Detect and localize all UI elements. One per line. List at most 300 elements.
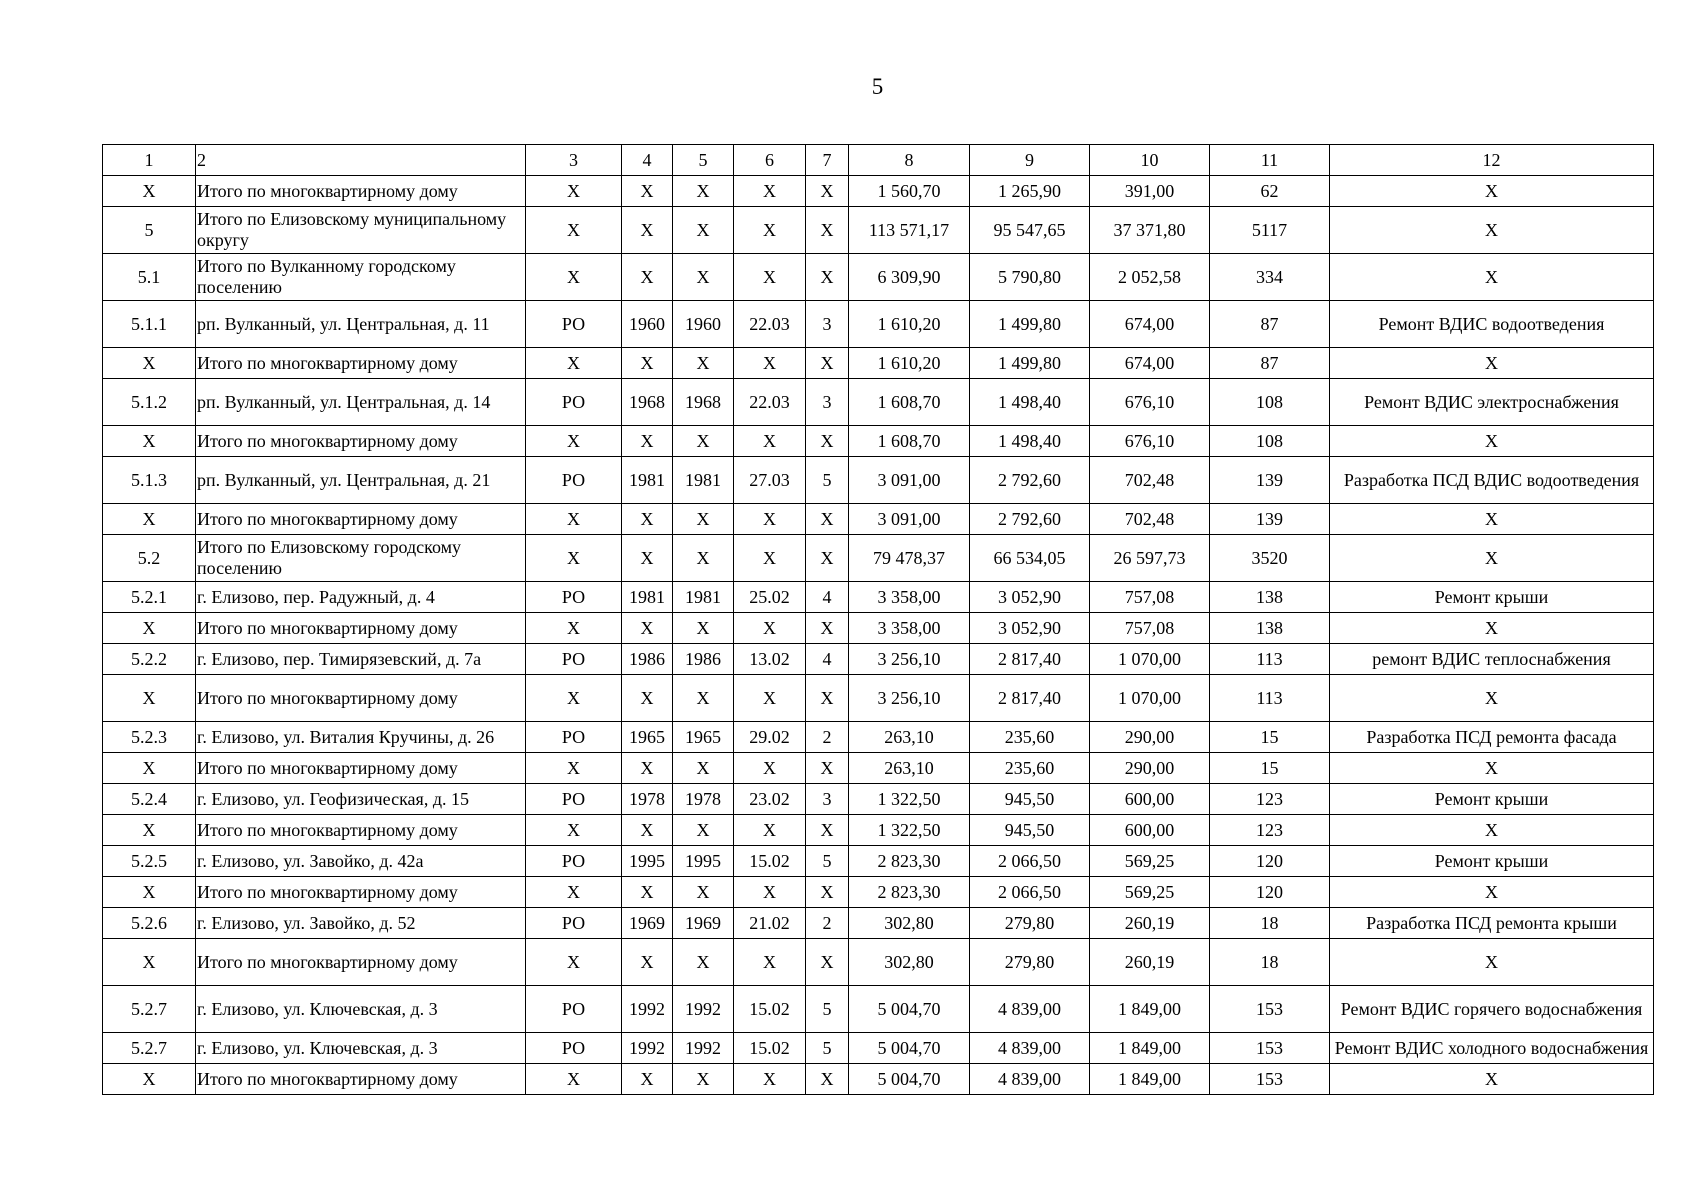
table-row [103, 1033, 1654, 1064]
table-cell-col-4: Х [622, 504, 673, 535]
table-cell-col-5: Х [673, 207, 734, 254]
table-row [103, 301, 1654, 348]
table-cell-col-2: г. Елизово, ул. Завойко, д. 42а [196, 846, 526, 877]
table-cell-col-7: Х [806, 426, 849, 457]
table-cell-col-5: 1981 [673, 457, 734, 504]
table-cell-col-5: 1968 [673, 379, 734, 426]
table-cell-col-12: Х [1330, 207, 1654, 254]
table-cell-col-4: 1981 [622, 582, 673, 613]
table-cell-col-11: 108 [1210, 379, 1330, 426]
table-cell-col-9: 95 547,65 [970, 207, 1090, 254]
table-cell-col-6: Х [734, 348, 806, 379]
table-cell-col-6: Х [734, 939, 806, 986]
table-cell-col-7: Х [806, 753, 849, 784]
header-cell-9: 9 [970, 145, 1090, 176]
table-cell-col-10: 676,10 [1090, 426, 1210, 457]
table-cell-col-3: РО [526, 986, 622, 1033]
table-cell-col-2: Итого по многоквартирному дому [196, 348, 526, 379]
table-cell-col-3: РО [526, 301, 622, 348]
table-cell-col-9: 3 052,90 [970, 613, 1090, 644]
table-cell-col-2: г. Елизово, ул. Виталия Кручины, д. 26 [196, 722, 526, 753]
table-cell-col-10: 1 849,00 [1090, 986, 1210, 1033]
table-cell-col-3: РО [526, 644, 622, 675]
table-cell-col-12: Ремонт крыши [1330, 582, 1654, 613]
table-cell-col-12: Ремонт крыши [1330, 784, 1654, 815]
table-cell-col-9: 2 817,40 [970, 644, 1090, 675]
table-cell-col-2: Итого по Елизовскому городскому поселению [196, 535, 526, 582]
table-cell-col-8: 6 309,90 [849, 254, 970, 301]
table-cell-col-8: 3 256,10 [849, 675, 970, 722]
table-cell-col-5: 1981 [673, 582, 734, 613]
table-cell-col-10: 702,48 [1090, 457, 1210, 504]
table-cell-col-3: РО [526, 784, 622, 815]
table-cell-col-2: Итого по многоквартирному дому [196, 176, 526, 207]
table-row [103, 348, 1654, 379]
table-cell-col-10: 290,00 [1090, 722, 1210, 753]
table-cell-col-11: 123 [1210, 815, 1330, 846]
table-cell-col-5: Х [673, 675, 734, 722]
page-number: 5 [871, 74, 884, 99]
table-cell-col-3: РО [526, 722, 622, 753]
table-cell-col-5: 1992 [673, 986, 734, 1033]
table-cell-col-5: Х [673, 504, 734, 535]
table-cell-col-4: Х [622, 176, 673, 207]
table-cell-col-12: Разработка ПСД ремонта крыши [1330, 908, 1654, 939]
table-cell-col-10: 391,00 [1090, 176, 1210, 207]
table-row [103, 1064, 1654, 1095]
table-cell-col-5: Х [673, 753, 734, 784]
table-cell-col-8: 2 823,30 [849, 846, 970, 877]
table-cell-col-5: 1995 [673, 846, 734, 877]
table-cell-col-12: Разработка ПСД ремонта фасада [1330, 722, 1654, 753]
table-cell-col-8: 302,80 [849, 939, 970, 986]
table-cell-col-11: 138 [1210, 613, 1330, 644]
table-cell-col-2: Итого по многоквартирному дому [196, 815, 526, 846]
header-cell-4: 4 [622, 145, 673, 176]
table-cell-col-4: 1960 [622, 301, 673, 348]
table-row [103, 582, 1654, 613]
table-cell-col-6: Х [734, 254, 806, 301]
header-cell-11: 11 [1210, 145, 1330, 176]
table-cell-col-9: 4 839,00 [970, 1033, 1090, 1064]
table-cell-col-5: 1965 [673, 722, 734, 753]
table-cell-col-12: Х [1330, 613, 1654, 644]
table-cell-col-12: Х [1330, 426, 1654, 457]
table-cell-col-8: 5 004,70 [849, 1033, 970, 1064]
table-cell-col-11: 87 [1210, 348, 1330, 379]
table-cell-col-8: 302,80 [849, 908, 970, 939]
table-cell-col-6: 29.02 [734, 722, 806, 753]
table-cell-col-10: 757,08 [1090, 613, 1210, 644]
table-cell-col-9: 2 066,50 [970, 877, 1090, 908]
table-row [103, 722, 1654, 753]
table-header-row [103, 145, 1654, 176]
table-cell-col-6: 13.02 [734, 644, 806, 675]
table-row [103, 939, 1654, 986]
table-cell-col-10: 676,10 [1090, 379, 1210, 426]
table-cell-col-4: 1995 [622, 846, 673, 877]
table-cell-col-12: Х [1330, 753, 1654, 784]
table-cell-col-1: 5.2 [103, 535, 196, 582]
table-cell-col-2: рп. Вулканный, ул. Центральная, д. 14 [196, 379, 526, 426]
table-cell-col-10: 26 597,73 [1090, 535, 1210, 582]
table-cell-col-4: Х [622, 426, 673, 457]
table-cell-col-7: Х [806, 535, 849, 582]
table-row [103, 176, 1654, 207]
table-cell-col-1: Х [103, 176, 196, 207]
table-cell-col-6: Х [734, 426, 806, 457]
table-row [103, 846, 1654, 877]
table-cell-col-3: Х [526, 207, 622, 254]
table-cell-col-8: 1 608,70 [849, 379, 970, 426]
table-cell-col-11: 113 [1210, 675, 1330, 722]
table-cell-col-2: Итого по многоквартирному дому [196, 1064, 526, 1095]
table-cell-col-2: г. Елизово, ул. Завойко, д. 52 [196, 908, 526, 939]
table-row [103, 753, 1654, 784]
table-cell-col-9: 945,50 [970, 815, 1090, 846]
table-cell-col-2: рп. Вулканный, ул. Центральная, д. 11 [196, 301, 526, 348]
table-cell-col-4: Х [622, 939, 673, 986]
table-cell-col-2: рп. Вулканный, ул. Центральная, д. 21 [196, 457, 526, 504]
table-cell-col-6: 25.02 [734, 582, 806, 613]
table-cell-col-4: Х [622, 877, 673, 908]
table-cell-col-11: 5117 [1210, 207, 1330, 254]
table-cell-col-1: 5.2.2 [103, 644, 196, 675]
table-cell-col-7: 3 [806, 784, 849, 815]
table-cell-col-5: Х [673, 815, 734, 846]
table-cell-col-1: Х [103, 815, 196, 846]
table-cell-col-10: 290,00 [1090, 753, 1210, 784]
table-row [103, 986, 1654, 1033]
table-row [103, 644, 1654, 675]
table-cell-col-9: 2 792,60 [970, 504, 1090, 535]
table-cell-col-1: 5.2.6 [103, 908, 196, 939]
table-cell-col-8: 2 823,30 [849, 877, 970, 908]
table-cell-col-10: 757,08 [1090, 582, 1210, 613]
table-cell-col-11: 108 [1210, 426, 1330, 457]
table-cell-col-8: 79 478,37 [849, 535, 970, 582]
table-cell-col-6: Х [734, 815, 806, 846]
table-cell-col-8: 1 610,20 [849, 348, 970, 379]
table-cell-col-1: Х [103, 675, 196, 722]
table-cell-col-1: 5 [103, 207, 196, 254]
table-cell-col-10: 600,00 [1090, 784, 1210, 815]
table-cell-col-12: Х [1330, 504, 1654, 535]
table-cell-col-9: 1 265,90 [970, 176, 1090, 207]
table-row [103, 908, 1654, 939]
table-cell-col-12: Х [1330, 176, 1654, 207]
table-cell-col-4: 1992 [622, 986, 673, 1033]
table-cell-col-9: 3 052,90 [970, 582, 1090, 613]
table-row [103, 426, 1654, 457]
table-cell-col-3: Х [526, 348, 622, 379]
table-cell-col-10: 1 070,00 [1090, 675, 1210, 722]
table-cell-col-3: РО [526, 379, 622, 426]
table-cell-col-9: 279,80 [970, 939, 1090, 986]
header-cell-6: 6 [734, 145, 806, 176]
table-cell-col-1: 5.1 [103, 254, 196, 301]
table-cell-col-11: 120 [1210, 846, 1330, 877]
table-cell-col-7: 5 [806, 1033, 849, 1064]
table-cell-col-8: 263,10 [849, 753, 970, 784]
table-cell-col-12: Х [1330, 877, 1654, 908]
table-cell-col-4: Х [622, 207, 673, 254]
table-cell-col-3: РО [526, 1033, 622, 1064]
table-cell-col-2: Итого по многоквартирному дому [196, 753, 526, 784]
table-cell-col-5: Х [673, 348, 734, 379]
table-cell-col-3: Х [526, 504, 622, 535]
table-cell-col-9: 1 498,40 [970, 379, 1090, 426]
table-cell-col-11: 87 [1210, 301, 1330, 348]
table-cell-col-8: 5 004,70 [849, 1064, 970, 1095]
table-cell-col-11: 18 [1210, 908, 1330, 939]
table-cell-col-4: Х [622, 815, 673, 846]
table-cell-col-2: Итого по многоквартирному дому [196, 675, 526, 722]
table-cell-col-9: 1 499,80 [970, 301, 1090, 348]
table-cell-col-12: Ремонт крыши [1330, 846, 1654, 877]
table-cell-col-2: г. Елизово, ул. Геофизическая, д. 15 [196, 784, 526, 815]
table-cell-col-12: Х [1330, 1064, 1654, 1095]
table-cell-col-1: Х [103, 753, 196, 784]
table-cell-col-1: 5.2.3 [103, 722, 196, 753]
table-cell-col-2: Итого по многоквартирному дому [196, 939, 526, 986]
table-cell-col-6: Х [734, 675, 806, 722]
table-cell-col-6: Х [734, 176, 806, 207]
table-cell-col-3: РО [526, 846, 622, 877]
table-cell-col-2: Итого по многоквартирному дому [196, 877, 526, 908]
table-cell-col-5: Х [673, 877, 734, 908]
table-cell-col-3: РО [526, 582, 622, 613]
table-cell-col-8: 1 322,50 [849, 784, 970, 815]
table-cell-col-6: Х [734, 613, 806, 644]
table-row [103, 379, 1654, 426]
table-cell-col-5: 1969 [673, 908, 734, 939]
table-cell-col-10: 674,00 [1090, 348, 1210, 379]
table-cell-col-7: 4 [806, 582, 849, 613]
table-cell-col-1: Х [103, 426, 196, 457]
table-cell-col-5: 1986 [673, 644, 734, 675]
table-cell-col-7: Х [806, 504, 849, 535]
table-cell-col-11: 120 [1210, 877, 1330, 908]
table-cell-col-10: 569,25 [1090, 846, 1210, 877]
table-cell-col-6: 23.02 [734, 784, 806, 815]
table-cell-col-4: Х [622, 613, 673, 644]
table-cell-col-7: Х [806, 939, 849, 986]
table-cell-col-8: 3 358,00 [849, 582, 970, 613]
table-body [103, 145, 1654, 1095]
table-cell-col-11: 334 [1210, 254, 1330, 301]
table-cell-col-5: 1960 [673, 301, 734, 348]
table-cell-col-12: Ремонт ВДИС горячего водоснабжения [1330, 986, 1654, 1033]
table-cell-col-6: Х [734, 877, 806, 908]
table-cell-col-4: 1968 [622, 379, 673, 426]
table-cell-col-4: Х [622, 753, 673, 784]
table-cell-col-9: 2 066,50 [970, 846, 1090, 877]
table-cell-col-5: 1992 [673, 1033, 734, 1064]
table-cell-col-11: 139 [1210, 457, 1330, 504]
table-cell-col-9: 4 839,00 [970, 1064, 1090, 1095]
table-cell-col-10: 37 371,80 [1090, 207, 1210, 254]
table-cell-col-2: г. Елизово, ул. Ключевская, д. 3 [196, 1033, 526, 1064]
table-cell-col-2: г. Елизово, пер. Тимирязевский, д. 7а [196, 644, 526, 675]
table-cell-col-6: 22.03 [734, 379, 806, 426]
table-cell-col-9: 945,50 [970, 784, 1090, 815]
table-cell-col-2: Итого по многоквартирному дому [196, 613, 526, 644]
table-row [103, 784, 1654, 815]
table-cell-col-1: Х [103, 613, 196, 644]
table-cell-col-1: Х [103, 877, 196, 908]
table-cell-col-8: 3 256,10 [849, 644, 970, 675]
header-cell-1: 1 [103, 145, 196, 176]
table-row [103, 613, 1654, 644]
table-cell-col-5: Х [673, 254, 734, 301]
table-cell-col-6: 22.03 [734, 301, 806, 348]
table-cell-col-1: 5.2.1 [103, 582, 196, 613]
table-cell-col-6: 15.02 [734, 846, 806, 877]
table-cell-col-7: Х [806, 1064, 849, 1095]
table-cell-col-11: 3520 [1210, 535, 1330, 582]
table-cell-col-3: Х [526, 939, 622, 986]
table-cell-col-11: 113 [1210, 644, 1330, 675]
table-cell-col-6: Х [734, 207, 806, 254]
table-cell-col-1: 5.2.4 [103, 784, 196, 815]
table-cell-col-1: 5.2.7 [103, 986, 196, 1033]
table-cell-col-11: 123 [1210, 784, 1330, 815]
table-cell-col-1: 5.1.1 [103, 301, 196, 348]
table-cell-col-4: Х [622, 348, 673, 379]
table-cell-col-11: 15 [1210, 753, 1330, 784]
table-cell-col-5: Х [673, 426, 734, 457]
table-cell-col-3: Х [526, 877, 622, 908]
header-cell-7: 7 [806, 145, 849, 176]
table-cell-col-7: 3 [806, 379, 849, 426]
table-cell-col-6: 21.02 [734, 908, 806, 939]
table-cell-col-10: 600,00 [1090, 815, 1210, 846]
header-cell-12: 12 [1330, 145, 1654, 176]
table-cell-col-12: Х [1330, 254, 1654, 301]
table-cell-col-10: 260,19 [1090, 908, 1210, 939]
table-cell-col-3: Х [526, 675, 622, 722]
table-cell-col-6: 15.02 [734, 1033, 806, 1064]
table-cell-col-8: 3 091,00 [849, 457, 970, 504]
table-cell-col-7: Х [806, 254, 849, 301]
table-cell-col-9: 235,60 [970, 722, 1090, 753]
table-cell-col-6: Х [734, 1064, 806, 1095]
table-cell-col-7: 2 [806, 722, 849, 753]
table-cell-col-6: 27.03 [734, 457, 806, 504]
table-cell-col-8: 3 358,00 [849, 613, 970, 644]
table-cell-col-8: 1 608,70 [849, 426, 970, 457]
table-cell-col-7: Х [806, 207, 849, 254]
table-cell-col-7: 5 [806, 986, 849, 1033]
table-cell-col-2: Итого по Вулканному городскому поселению [196, 254, 526, 301]
table-cell-col-3: Х [526, 815, 622, 846]
table-cell-col-10: 569,25 [1090, 877, 1210, 908]
table-cell-col-8: 1 610,20 [849, 301, 970, 348]
table-cell-col-4: 1981 [622, 457, 673, 504]
table-cell-col-11: 153 [1210, 1033, 1330, 1064]
table-cell-col-3: Х [526, 176, 622, 207]
table-cell-col-4: Х [622, 675, 673, 722]
table-row [103, 254, 1654, 301]
header-cell-8: 8 [849, 145, 970, 176]
table-cell-col-10: 1 070,00 [1090, 644, 1210, 675]
table-cell-col-11: 138 [1210, 582, 1330, 613]
table-cell-col-12: Разработка ПСД ВДИС водоотведения [1330, 457, 1654, 504]
table-cell-col-11: 153 [1210, 1064, 1330, 1095]
table-cell-col-1: 5.2.5 [103, 846, 196, 877]
table-row [103, 535, 1654, 582]
table-cell-col-3: Х [526, 753, 622, 784]
table-cell-col-4: 1969 [622, 908, 673, 939]
table-cell-col-7: 2 [806, 908, 849, 939]
table-cell-col-11: 62 [1210, 176, 1330, 207]
table-row [103, 675, 1654, 722]
table-cell-col-3: Х [526, 613, 622, 644]
table-cell-col-4: Х [622, 1064, 673, 1095]
table-cell-col-5: Х [673, 535, 734, 582]
table-cell-col-7: 5 [806, 846, 849, 877]
table-cell-col-10: 1 849,00 [1090, 1064, 1210, 1095]
header-cell-2: 2 [196, 145, 526, 176]
table-cell-col-5: Х [673, 176, 734, 207]
table-cell-col-4: Х [622, 535, 673, 582]
data-table [102, 144, 1654, 1095]
table-cell-col-7: Х [806, 675, 849, 722]
table-cell-col-6: Х [734, 535, 806, 582]
table-cell-col-8: 3 091,00 [849, 504, 970, 535]
table-row [103, 877, 1654, 908]
table-cell-col-8: 1 560,70 [849, 176, 970, 207]
table-row [103, 457, 1654, 504]
table-cell-col-3: Х [526, 1064, 622, 1095]
table-cell-col-12: Ремонт ВДИС холодного водоснабжения [1330, 1033, 1654, 1064]
table-cell-col-11: 18 [1210, 939, 1330, 986]
table-cell-col-2: Итого по многоквартирному дому [196, 504, 526, 535]
table-cell-col-9: 5 790,80 [970, 254, 1090, 301]
table-cell-col-3: Х [526, 254, 622, 301]
table-cell-col-4: 1986 [622, 644, 673, 675]
table-cell-col-1: Х [103, 348, 196, 379]
table-row [103, 504, 1654, 535]
table-cell-col-2: г. Елизово, пер. Радужный, д. 4 [196, 582, 526, 613]
table-cell-col-8: 113 571,17 [849, 207, 970, 254]
table-cell-col-6: 15.02 [734, 986, 806, 1033]
header-cell-3: 3 [526, 145, 622, 176]
table-cell-col-1: Х [103, 504, 196, 535]
table-cell-col-12: Х [1330, 939, 1654, 986]
table-cell-col-4: 1965 [622, 722, 673, 753]
table-cell-col-12: Ремонт ВДИС водоотведения [1330, 301, 1654, 348]
table-row [103, 815, 1654, 846]
table-cell-col-3: Х [526, 535, 622, 582]
table-cell-col-8: 263,10 [849, 722, 970, 753]
table-cell-col-9: 279,80 [970, 908, 1090, 939]
table-cell-col-7: Х [806, 815, 849, 846]
table-cell-col-12: Х [1330, 535, 1654, 582]
table-cell-col-3: РО [526, 908, 622, 939]
table-cell-col-9: 66 534,05 [970, 535, 1090, 582]
table-cell-col-1: 5.1.2 [103, 379, 196, 426]
table-cell-col-3: Х [526, 426, 622, 457]
table-cell-col-12: Х [1330, 348, 1654, 379]
table-cell-col-10: 674,00 [1090, 301, 1210, 348]
header-cell-5: 5 [673, 145, 734, 176]
table-cell-col-4: 1978 [622, 784, 673, 815]
table-cell-col-5: Х [673, 939, 734, 986]
table-cell-col-9: 1 498,40 [970, 426, 1090, 457]
table-cell-col-6: Х [734, 753, 806, 784]
